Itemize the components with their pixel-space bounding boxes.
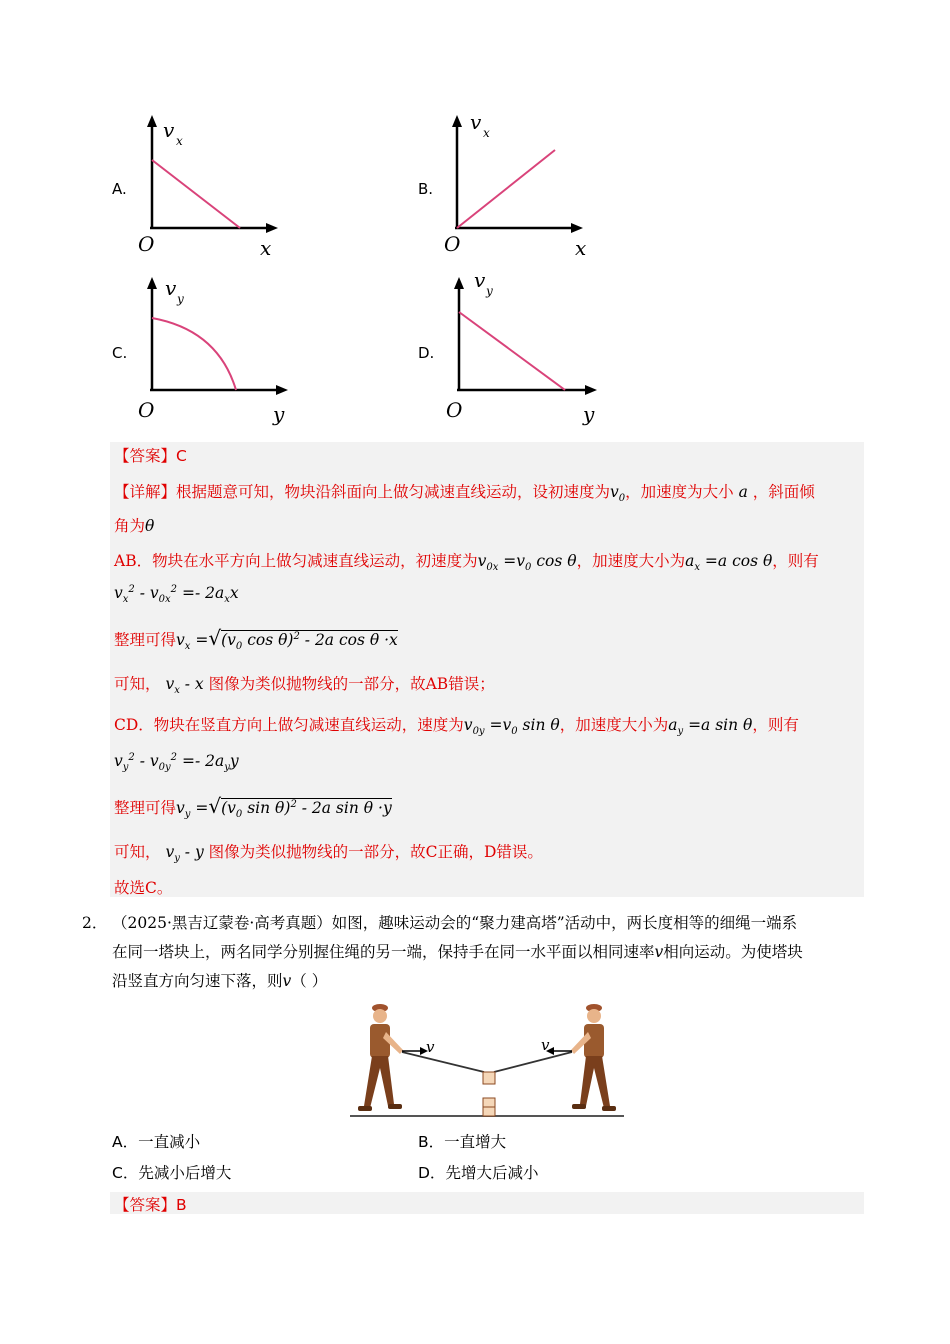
figure-v-right: v [541, 1036, 550, 1054]
question-2-line-3: 沿竖直方向匀速下落，则v（ ） [112, 972, 328, 990]
graph-d-xlabel: y [583, 402, 595, 426]
detail-line-2: 角为θ [114, 517, 155, 535]
detail-line-1: 【详解】根据题意可知，物块沿斜面向上做匀减速直线运动，设初速度为$v_0$，加速度为大小 a ，斜面倾 [114, 483, 815, 505]
graph-b-ysub: x [483, 126, 490, 140]
graph-d-ysub: y [486, 284, 493, 298]
graph-b-ylabel: v [470, 110, 482, 134]
graph-b-origin: O [444, 232, 461, 256]
graph-b-xlabel: x [575, 236, 587, 260]
graph-c-curve [152, 318, 236, 390]
option-a-label: A. [112, 180, 127, 198]
question-2-line-1: （2025·黑吉辽蒙卷·高考真题）如图，趣味运动会的“聚力建高塔”活动中，两长度相等的细绳一端系 [112, 914, 798, 932]
right-person [571, 1004, 616, 1111]
question-2-number: 2． [82, 914, 108, 932]
cd-formula-2: 整理可得$v_y =√(v_0$ sin θ)$^2$ - 2a sin θ ·y [114, 794, 392, 821]
graph-a-origin: O [138, 232, 155, 256]
answer-2-line: 【答案】B [114, 1196, 187, 1214]
cd-formula-1: $v_y^2 - v_{0y}^2 =- 2a_yy$ [114, 752, 239, 774]
graph-a-xlabel: x [260, 236, 272, 260]
final-answer: 故选C。 [114, 879, 173, 897]
ab-formula-1: $v_x^2 - v_{0x}^2 =- 2a_xx$ [114, 584, 239, 606]
graph-a-ysub: x [176, 134, 183, 148]
figure-v-left: v [426, 1038, 435, 1056]
graph-c-origin: O [138, 398, 155, 422]
question-2-line-2: 在同一塔块上，两名同学分别握住绳的另一端，保持手在同一水平面以相同速率v相向运动。为使塔块 [112, 943, 803, 961]
option-c-label: C. [112, 344, 128, 362]
graph-d [437, 272, 607, 422]
graph-d-origin: O [446, 398, 463, 422]
choice-c[interactable]: C．先减小后增大 [112, 1164, 232, 1182]
graph-a-line [152, 160, 240, 228]
ab-conclusion: 可知， $v_x$ - x 图像为类似抛物线的一部分，故AB错误； [114, 675, 495, 697]
option-b-label: B. [418, 180, 434, 198]
graph-a-ylabel: v [163, 118, 175, 142]
choice-b[interactable]: B．一直增大 [418, 1133, 507, 1151]
cd-conclusion: 可知， $v_y$ - y 图像为类似抛物线的一部分，故C正确，D错误。 [114, 843, 543, 865]
choice-d[interactable]: D．先增大后减小 [418, 1164, 539, 1182]
answer-box-2 [110, 1192, 864, 1214]
graph-c-ysub: y [177, 292, 184, 306]
ab-formula-2: 整理可得$v_x =√(v_0$ cos θ)$^2$ - 2a cos θ ·x [114, 626, 398, 653]
graph-c-xlabel: y [273, 402, 285, 426]
graph-d-ylabel: v [474, 268, 486, 292]
graph-c [130, 272, 300, 422]
choice-a[interactable]: A．一直减小 [112, 1133, 201, 1151]
answer-box-1 [110, 442, 864, 897]
graph-d-line [459, 312, 565, 390]
left-person [358, 1004, 403, 1111]
answer-line: 【答案】C [114, 447, 187, 465]
ab-line-1: AB．物块在水平方向上做匀减速直线运动，初速度为$v_{0x} =v_0$ cos θ，加速度大小为$a_x =a$ cos θ，则有 [114, 552, 819, 574]
cd-line-1: CD．物块在竖直方向上做匀减速直线运动，速度为$v_{0y} =v_0$ sin θ，加速度大小为$a_y =a$ sin θ，则有 [114, 716, 799, 738]
tower-figure [348, 998, 628, 1120]
option-d-label: D. [418, 344, 435, 362]
graph-b-line [457, 150, 555, 228]
graph-c-ylabel: v [165, 276, 177, 300]
